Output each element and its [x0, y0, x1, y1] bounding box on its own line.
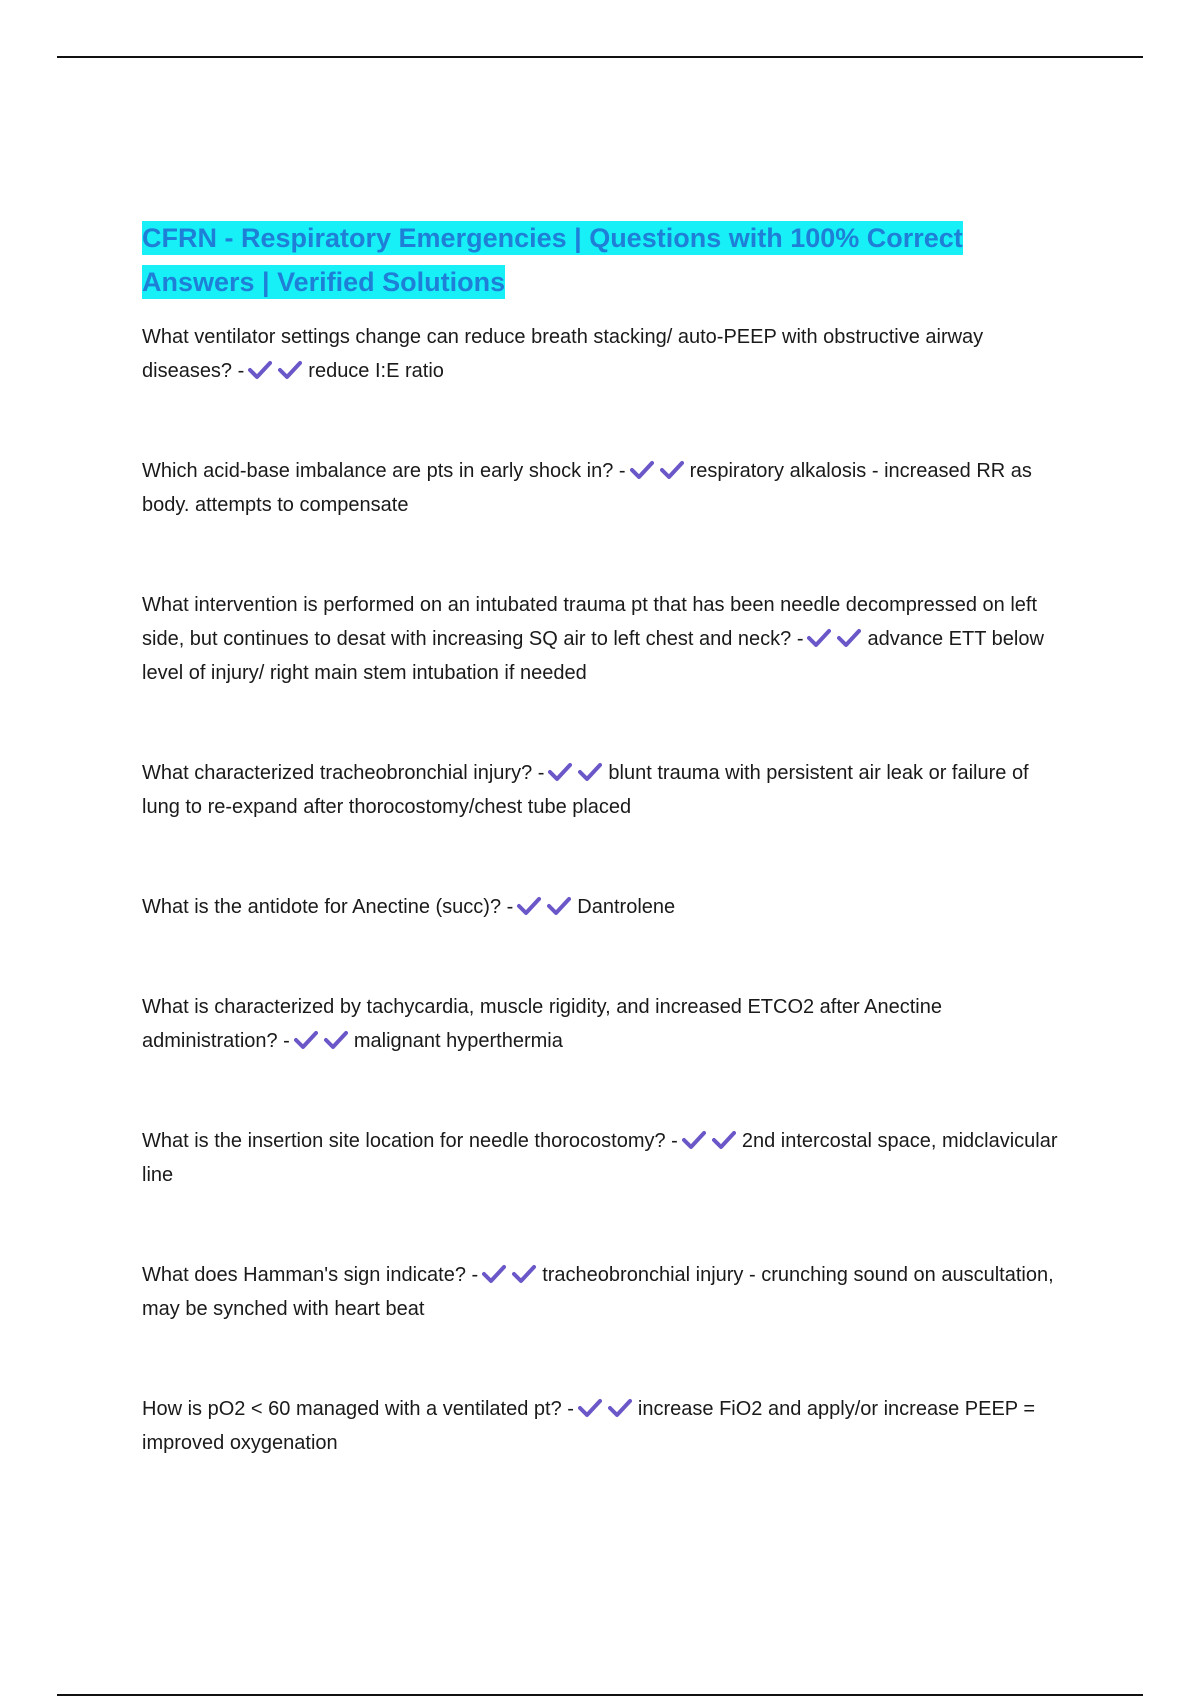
checkmark-icon	[807, 627, 831, 649]
qa-item	[142, 454, 1062, 522]
question-text: What is the insertion site location for needle thorocostomy? -	[142, 1130, 678, 1152]
qa-item	[142, 1392, 1062, 1460]
checkmark-icon	[712, 1129, 736, 1151]
answer-checkmarks	[294, 1024, 354, 1058]
answer-checkmarks	[517, 890, 577, 924]
document-body	[142, 216, 1062, 1460]
qa-list	[142, 320, 1062, 1460]
qa-item	[142, 756, 1062, 824]
answer-text: Dantrolene	[577, 896, 676, 918]
question-text: What is the antidote for Anectine (succ)? -	[142, 896, 514, 918]
checkmark-icon	[517, 895, 541, 917]
document-title-text: CFRN - Respiratory Emergencies | Questions with 100% Correct Answers | Verified Solutions	[142, 223, 963, 297]
question-text: What is characterized by tachycardia, muscle rigidity, and increased ETCO2 after Anectine administration? -	[142, 996, 942, 1052]
question-text: What does Hamman's sign indicate? -	[142, 1264, 479, 1286]
qa-item	[142, 990, 1062, 1058]
checkmark-icon	[547, 895, 571, 917]
answer-checkmarks	[248, 354, 308, 388]
checkmark-icon	[324, 1029, 348, 1051]
question-text: What intervention is performed on an intubated trauma pt that has been needle decompressed on left side, but continues to desat with increasing SQ air to left chest and neck? -	[142, 594, 1037, 650]
answer-text: blunt trauma with persistent air leak or failure of lung to re-expand after thorocostomy/chest tube placed	[142, 762, 1029, 818]
checkmark-icon	[630, 459, 654, 481]
header-rule	[57, 56, 1143, 58]
checkmark-icon	[660, 459, 684, 481]
qa-item	[142, 588, 1062, 690]
checkmark-icon	[837, 627, 861, 649]
answer-text: malignant hyperthermia	[353, 1030, 563, 1052]
checkmark-icon	[578, 1397, 602, 1419]
answer-text: 2nd intercostal space, midclavicular line	[142, 1130, 1058, 1186]
question-text: What characterized tracheobronchial injury? -	[142, 762, 545, 784]
qa-item	[142, 1124, 1062, 1192]
checkmark-icon	[512, 1263, 536, 1285]
checkmark-icon	[578, 761, 602, 783]
question-text: What ventilator settings change can reduce breath stacking/ auto-PEEP with obstructive airway diseases? -	[142, 326, 984, 382]
footer-rule	[57, 1694, 1143, 1696]
question-text: Which acid-base imbalance are pts in early shock in? -	[142, 460, 626, 482]
answer-text: tracheobronchial injury - crunching sound on auscultation, may be synched with heart beat	[142, 1264, 1054, 1320]
answer-checkmarks	[682, 1124, 742, 1158]
checkmark-icon	[682, 1129, 706, 1151]
checkmark-icon	[482, 1263, 506, 1285]
checkmark-icon	[548, 761, 572, 783]
answer-checkmarks	[548, 756, 608, 790]
answer-text: respiratory alkalosis - increased RR as body. attempts to compensate	[142, 460, 1032, 516]
checkmark-icon	[608, 1397, 632, 1419]
answer-text: advance ETT below level of injury/ right main stem intubation if needed	[142, 628, 1044, 684]
answer-checkmarks	[630, 454, 690, 488]
qa-item	[142, 1258, 1062, 1326]
question-text: How is pO2 < 60 managed with a ventilated pt? -	[142, 1398, 574, 1420]
qa-item	[142, 890, 1062, 924]
answer-checkmarks	[807, 622, 867, 656]
answer-text: increase FiO2 and apply/or increase PEEP = improved oxygenation	[142, 1398, 1035, 1454]
qa-item	[142, 320, 1062, 388]
checkmark-icon	[294, 1029, 318, 1051]
answer-checkmarks	[482, 1258, 542, 1292]
answer-checkmarks	[578, 1392, 638, 1426]
checkmark-icon	[248, 359, 272, 381]
checkmark-icon	[278, 359, 302, 381]
answer-text: reduce I:E ratio	[308, 360, 444, 382]
document-title	[142, 216, 1062, 304]
